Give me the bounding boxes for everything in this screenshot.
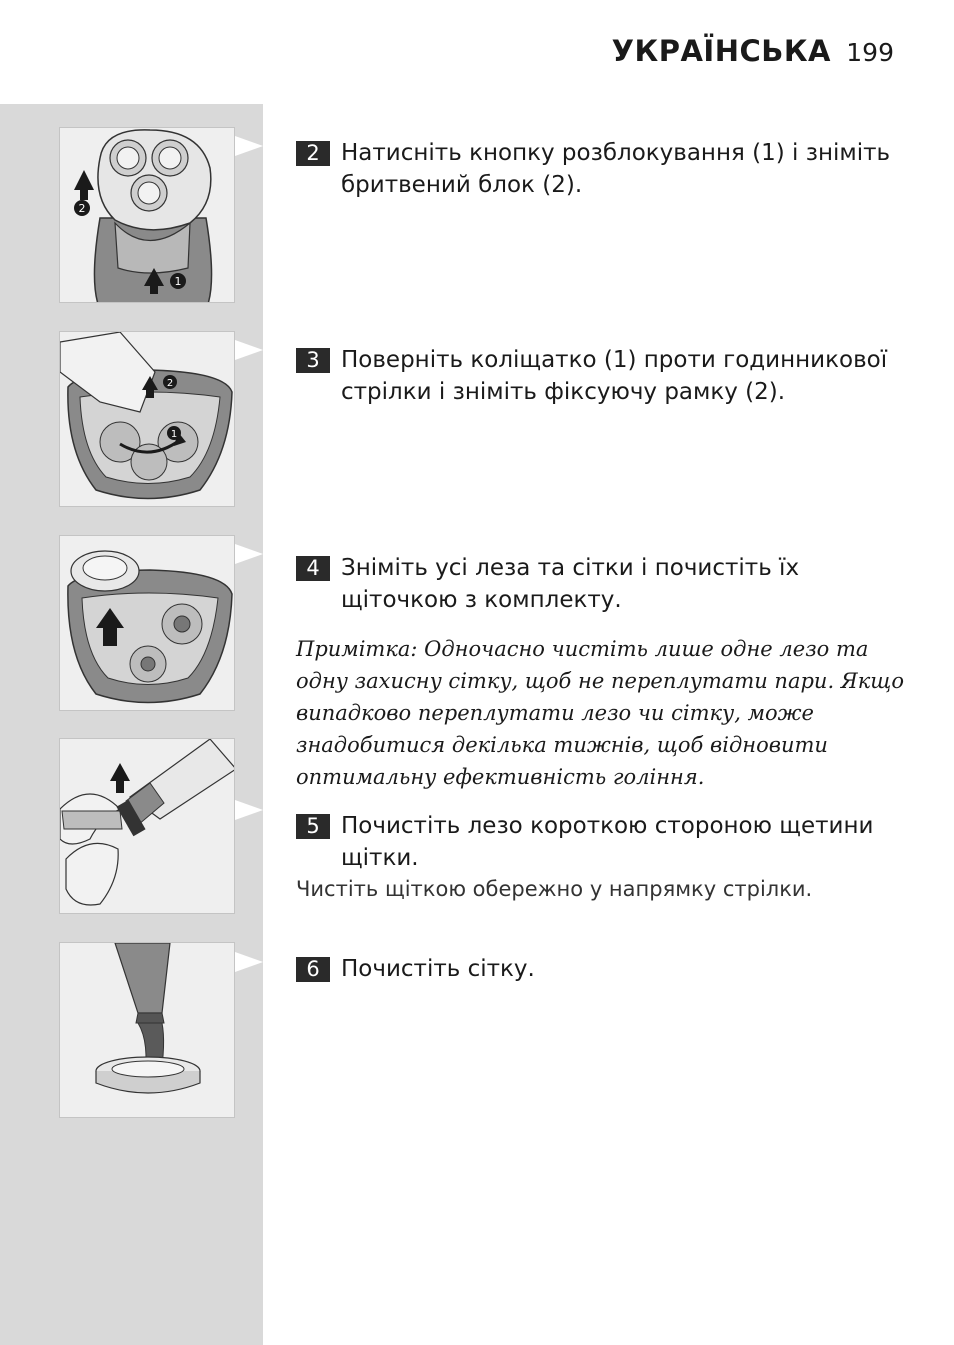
- figure-callout-1: 1: [174, 275, 182, 288]
- figure-pointer: [235, 544, 263, 564]
- brush-guard-illustration: [59, 942, 235, 1118]
- step-text: Зніміть усі леза та сітки і почистіть їх щіточкою з комплекту.: [341, 555, 800, 613]
- figure-pointer: [235, 952, 263, 972]
- step-text: Почистіть лезо короткою стороною щетини щітки.: [341, 813, 874, 871]
- step-number-box: 6: [296, 957, 330, 982]
- remove-cutters-illustration: [59, 535, 235, 711]
- figure-pointer: [235, 800, 263, 820]
- step-text: Натисніть кнопку розблокування (1) і зніміть бритвений блок (2).: [341, 140, 891, 198]
- figure-callout-2: 2: [78, 202, 86, 215]
- step-number-box: 2: [296, 141, 330, 166]
- shaver-unlock-illustration: [59, 127, 235, 303]
- step-number-box: 3: [296, 348, 330, 373]
- svg-text:2: 2: [166, 378, 174, 389]
- step-3: [296, 344, 906, 408]
- step-2: [296, 137, 906, 201]
- step-text: Поверніть коліщатко (1) проти годинникової стрілки і зніміть фіксуючу рамку (2).: [341, 347, 888, 405]
- page-number: 199: [846, 38, 894, 67]
- step-5: [296, 810, 906, 874]
- step-number-box: 4: [296, 556, 330, 581]
- step-6: [296, 953, 906, 985]
- step-number-box: 5: [296, 814, 330, 839]
- figure-pointer: [235, 340, 263, 360]
- brush-cutter-illustration: [59, 738, 235, 914]
- note-text: Примітка: Одночасно чистіть лише одне лезо та одну захисну сітку, щоб не переплутати пари. Якщо випадково переплутати лезо чи сітку, може знадобитися декілька тижнів, щоб відновити оптимальну ефективність гоління.: [296, 637, 904, 789]
- step-5-detail: Чистіть щіткою обережно у напрямку стрілки.: [296, 877, 813, 901]
- page-title: УКРАЇНСЬКА: [611, 34, 831, 68]
- svg-text:1: 1: [170, 429, 178, 440]
- step-4: [296, 552, 906, 616]
- step-text: Почистіть сітку.: [341, 956, 535, 982]
- retaining-frame-illustration: [59, 331, 235, 507]
- figure-pointer: [235, 136, 263, 156]
